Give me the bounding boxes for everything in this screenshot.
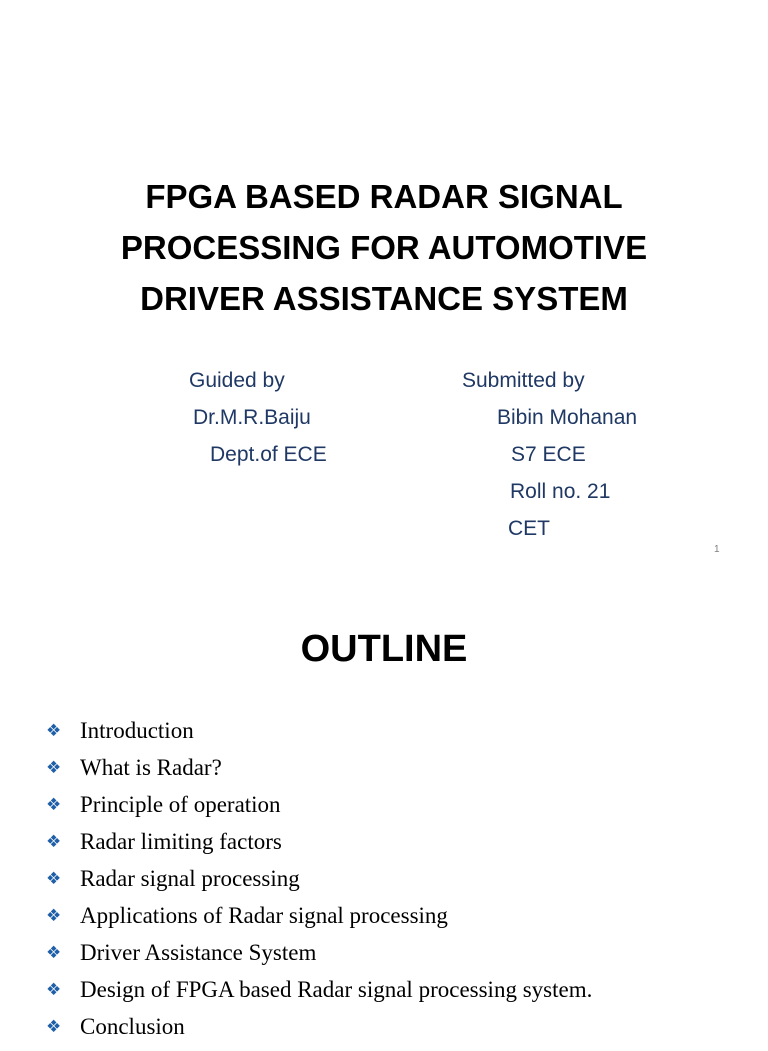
diamond-bullet-icon: ❖ [46,832,62,852]
list-item [46,1014,592,1051]
list-item [46,940,592,977]
student-class: S7 ECE [511,443,586,466]
list-item-text: Radar signal processing [80,866,300,891]
student-college: CET [508,517,550,540]
student-roll-number: Roll no. 21 [510,480,611,503]
student-name: Bibin Mohanan [497,406,638,429]
list-item-text: Introduction [80,718,194,743]
list-item-text: Design of FPGA based Radar signal processing system. [80,977,593,1002]
title-line: PROCESSING FOR AUTOMOTIVE [120,229,648,266]
list-item [46,866,592,903]
diamond-bullet-icon: ❖ [46,980,62,1000]
diamond-bullet-icon: ❖ [46,795,62,815]
list-item [46,903,592,940]
list-item-text: Radar limiting factors [80,829,282,854]
title-line: FPGA BASED RADAR SIGNAL [145,178,623,215]
guide-name: Dr.M.R.Baiju [193,406,311,429]
outline-slide [0,566,768,1039]
list-item-text: Driver Assistance System [80,940,317,965]
list-item [46,792,592,829]
slide-number: 1 [714,544,720,555]
outline-list [46,718,592,1051]
list-item-text: Conclusion [80,1014,185,1039]
list-item [46,829,592,866]
submitted-by-heading: Submitted by [462,369,585,392]
list-item-text: What is Radar? [80,755,222,780]
title-line: DRIVER ASSISTANCE SYSTEM [140,280,628,317]
diamond-bullet-icon: ❖ [46,869,62,889]
outline-title: OUTLINE [300,628,468,670]
diamond-bullet-icon: ❖ [46,1017,62,1037]
list-item [46,755,592,792]
guide-department: Dept.of ECE [210,443,327,466]
guided-by-heading: Guided by [189,369,285,392]
list-item [46,977,592,1014]
diamond-bullet-icon: ❖ [46,721,62,741]
diamond-bullet-icon: ❖ [46,758,62,778]
list-item-text: Principle of operation [80,792,281,817]
list-item-text: Applications of Radar signal processing [80,903,448,928]
diamond-bullet-icon: ❖ [46,943,62,963]
diamond-bullet-icon: ❖ [46,906,62,926]
list-item [46,718,592,755]
presentation-title [40,171,728,324]
